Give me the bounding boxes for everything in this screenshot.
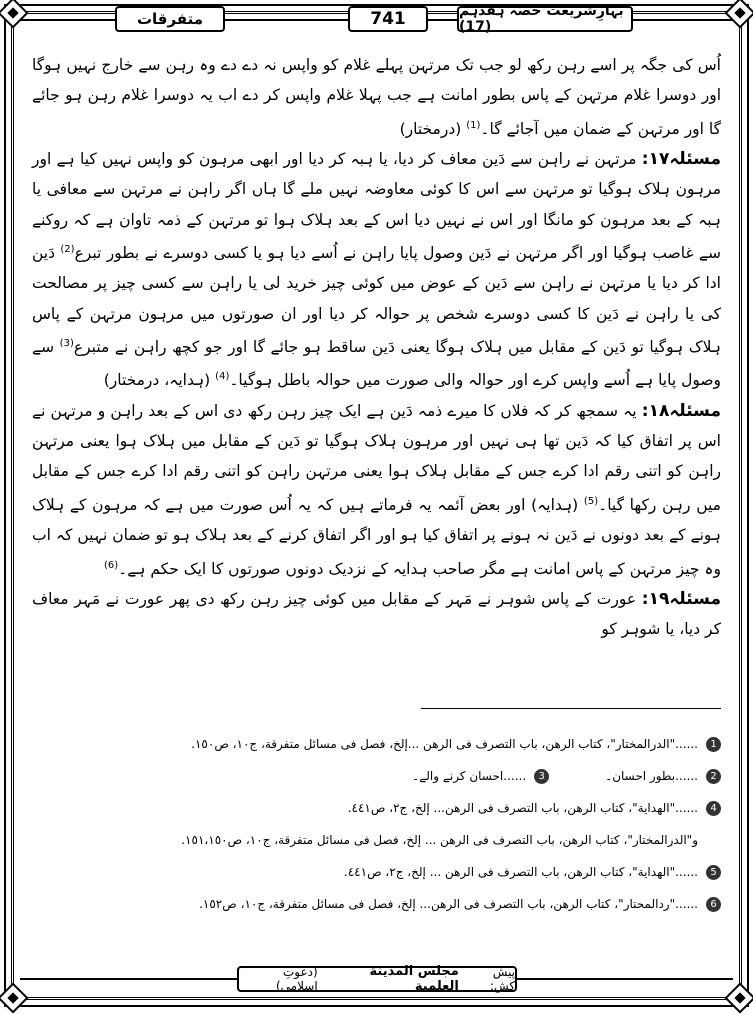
footnote-ref: (4) [215,371,230,383]
footnote-2-3 [32,760,721,792]
book-title: بہارِشریعت حصہ ہفدہم (17) [457,6,633,32]
publisher-note: (دعوتِ اسلامی) [276,965,318,993]
header-rule [20,19,115,21]
main-text [32,50,721,645]
paragraph-text: سے وصول پایا ہے اُسے واپس کرے اور حوالہ والی صورت میں حوالہ باطل ہوگیا۔ [32,338,721,390]
footnote-number-badge: 5 [706,865,721,880]
footnote-number-badge: 4 [706,801,721,816]
footnote-text: ......"الھدایة"، کتاب الرھن، باب التصرف فی الرھن... إلخ، ج٢، ص٤٤١. [347,801,698,815]
footnote-number-badge: 3 [534,769,549,784]
paragraph-text: عورت کے پاس شوہر نے مَہر کے مقابل میں کوئی چیز رہن رکھ دی پھر عورت نے مَہر معاف کر دیا، یا شوہر کو [32,589,721,639]
footnote-4-continued [32,824,721,856]
publisher-name: مجلس المدینة العلمیة [369,964,459,994]
presented-by-label: پیش کش: [489,965,515,993]
footnote-1 [32,728,721,760]
page-number: 741 [348,6,428,32]
publisher-footer [237,966,517,992]
masala-label: مسئلہ۱۸: [641,400,721,421]
source-citation: (ہدایہ، درمختار) [103,371,211,390]
paragraph-text: مرتہن نے راہن سے دَین معاف کر دیا، یا ہبہ کر دیا اور ابھی مرہون کو واپس نہیں کیا ہے اور مرہون ہلاک ہوگیا تو مرتہن سے اس کا کوئی معاوضہ نہیں ملے گا ہاں اگر راہن نے مرتہن سے معافی یا ہبہ کے بعد مرہون کو مانگا اور اس نے نہیں دیا اس کے بعد ہلاک ہوا تو مرتہن کے ذمہ تاوان ہے کہ روکنے سے غاصب ہوگیا اور اگر مرتہن نے دَین وصول پایا راہن نے اُسے دیا ہو یا کسی دوسرے نے بطور تبرع [32,150,721,263]
footnote-number-badge: 2 [706,769,721,784]
footnote-ref: (6) [103,559,119,571]
chapter-title: متفرقات [115,6,225,32]
footnote-ref: (3) [59,337,74,349]
footnote-4 [32,792,721,824]
footnote-divider [421,708,721,709]
footnote-text: ......"الھدایة"، کتاب الرھن، باب التصرف فی الرھن ... إلخ، ج٢، ص٤٤١. [343,865,698,879]
footnotes [32,728,721,920]
footnote-ref: (1) [466,119,481,131]
paragraph-text: اُس کی جگہ پر اسے رہن رکھ لو جب تک مرتہن پہلے غلام کو واپس نہ دے دے وہ رہن سے خارج نہیں ہوگا اور دوسرا غلام مرتہن کے پاس بطور امانت ہے جب پہلا غلام واپس کر دے اب یہ دوسرا غلام رہن ہو جائے گا اور مرتہن کے ضمان میں آجائے گا۔ [32,56,721,138]
footnote-ref: (5) [583,495,599,507]
footnote-text: ......"الدرالمختار"، کتاب الرھن، باب التصرف فی الرھن ...إلخ، فصل فی مسائل متفرقة، ج١٠، ص١٥٠. [191,737,698,751]
masala-18 [32,396,721,584]
footnote-ref: (2) [60,243,75,255]
footer-rule [517,978,733,980]
footnote-6 [32,888,721,920]
source-citation: (درمختار) [399,119,462,138]
footer-rule [20,978,237,980]
footnote-number-badge: 6 [706,897,721,912]
footnote-5 [32,856,721,888]
footnote-text: ......احسان کرنے والے۔ [412,769,527,783]
masala-label: مسئلہ۱۹: [641,588,721,609]
paragraph-text: دَین ادا کر دیا یا مرتہن نے راہن سے دَین کے عوض میں کوئی چیز خرید لی یا راہن سے کسی چیز پر مصالحت کی یا راہن نے دَین کا کسی دوسرے شخص پر حوالہ کر دیا اور ان صورتوں میں مرہون مرتہن کے پاس ہلاک ہوگیا تو دَین کے مقابل میں ہلاک ہوگا یعنی دَین ساقط ہو جائے گا اور جو کچھ راہن نے متبرع [32,244,721,357]
footnote-text: و"الدرالمختار"، کتاب الرھن، باب التصرف فی الرھن ... إلخ، فصل فی مسائل متفرقة، ج١٠، ص١٥١،١٥٠. [181,833,698,847]
page-header [20,3,733,36]
paragraph-text: یہ سمجھ کر کہ فلاں کا میرے ذمہ دَین ہے ایک چیز رہن رکھ دی اس کے بعد راہن و مرتہن نے اس پر اتفاق کیا کہ دَین تھا ہی نہیں اور مرہون ہلاک ہوگیا تو دَین کے مقابل میں ہلاک ہوا یعنی مرتہن راہن کو اتنی رقم ادا کرے جس کے مقابل ہلاک ہوا یعنی مرتہن راہن کو اتنی رقم ادا کرے جس کے مقابل میں رہن رکھا گیا۔ [32,401,721,514]
footnote-text: ......"ردالمحتار"، کتاب الرھن، باب التصرف فی الرھن... إلخ، فصل فی مسائل متفرقة، ج١٠، ص١٥٢. [199,897,698,911]
footnote-number-badge: 1 [706,737,721,752]
header-rule [633,19,733,21]
footnote-text: ......بطور احسان۔ [605,769,698,783]
header-rule [225,19,348,21]
masala-17 [32,144,721,396]
masala-19 [32,584,721,645]
masala-label: مسئلہ۱۷: [641,149,721,170]
paragraph-text: (ہدایہ) اور بعض آئمہ یہ فرماتے ہیں کہ یہ اُس صورت میں ہے کہ مرہون کے ہلاک ہونے کے بعد دونوں نے دَین نہ ہونے پر اتفاق کیا ہو اور اگر اتفاق کرنے کے بعد ہلاک ہو تو ضمان نہیں کہ اب وہ چیز مرتہن کے پاس امانت ہے مگر صاحب ہدایہ کے نزدیک دونوں صورتوں کا ایک حکم ہے۔ [32,495,721,578]
paragraph-1 [32,50,721,144]
